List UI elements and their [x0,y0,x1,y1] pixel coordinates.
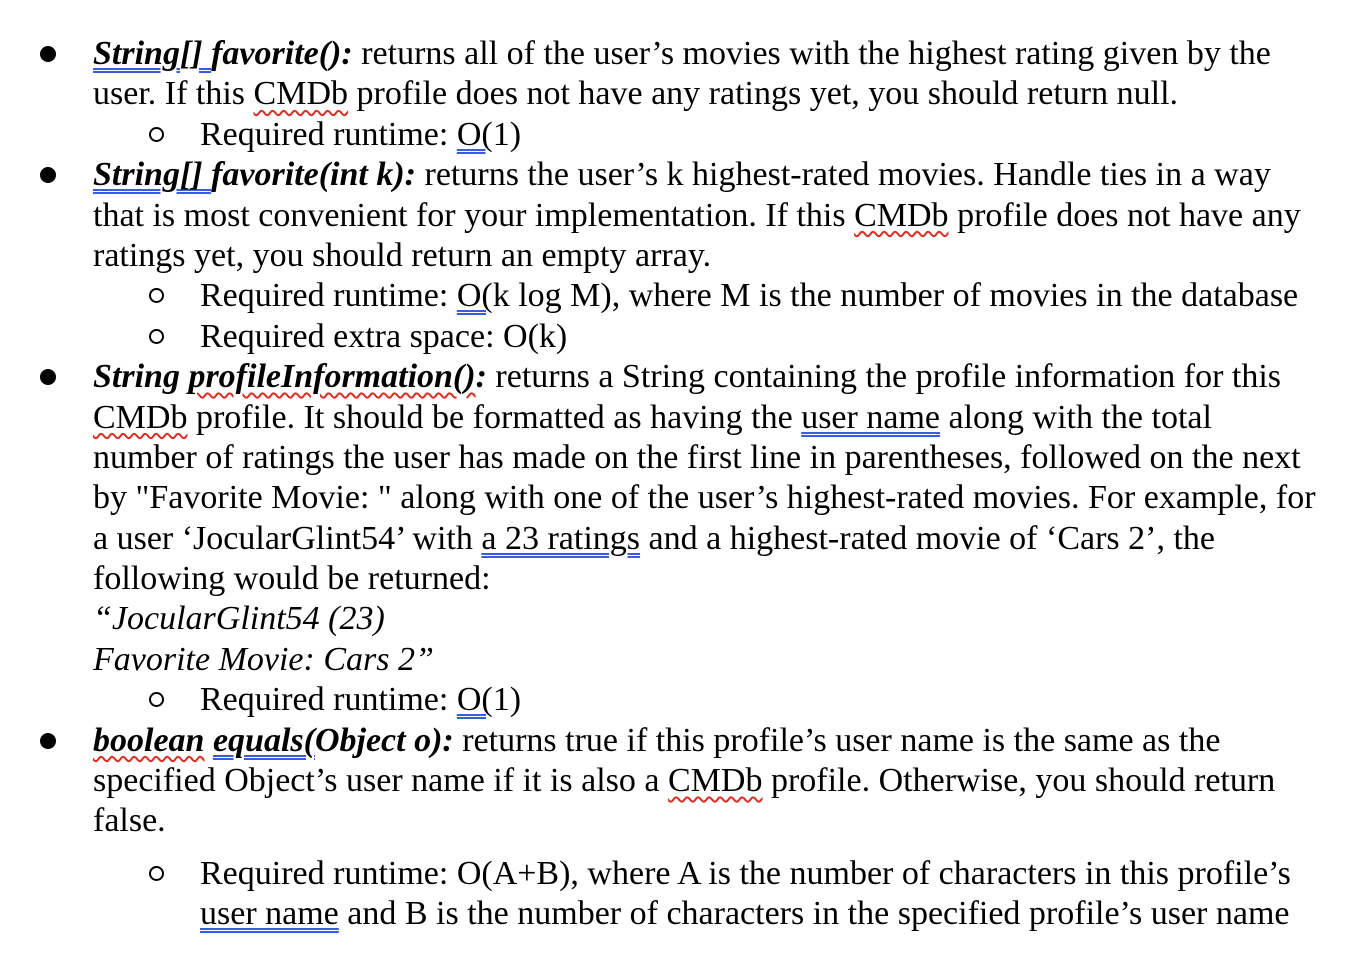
grammar-mark: user name [801,398,940,436]
text-line: by "Favorite Movie: " along with one of the user’s highest-rated movies. For example, for [93,479,1316,517]
bullet-dot-icon [40,733,56,749]
sub-item-space: Required extra space: O(k) [0,317,1372,357]
sub-item-runtime: Required runtime: O(k log M), where M is the number of movies in the database [0,276,1372,316]
bullet-item-equals [0,721,1372,761]
spellcheck-word: CMDb [854,196,949,234]
bullet-dot-icon [40,369,56,385]
text-line: CMDb profile. It should be formatted as having the user name along with the total [93,398,1212,436]
example-output-line: “JocularGlint54 (23) [93,600,385,638]
bullet-item-favorite [0,34,1372,74]
method-description: returns the user’s k highest-rated movies. Handle ties in a way [416,156,1271,194]
bullet-dot-icon [40,46,56,62]
example-output-line: Favorite Movie: Cars 2” [93,640,434,678]
sub-bullet-circle-icon [149,127,164,142]
sub-bullet-circle-icon [149,288,164,303]
sub-bullet-circle-icon [149,866,164,881]
method-signature: String[] favorite(): [93,35,353,72]
spellcheck-word: CMDb [668,762,763,800]
method-signature: String[] favorite(int k): [93,156,417,194]
sub-item-runtime: Required runtime: O(A+B), where A is the number of characters in this profile’s [0,854,1372,894]
sub-bullet-circle-icon [149,329,164,344]
bullet-dot-icon [40,167,56,183]
text-line: ratings yet, you should return an empty array. [93,236,712,274]
text-line: specified Object’s user name if it is also a CMDb profile. Otherwise, you should return [93,762,1276,800]
method-signature: boolean equals(Object o): [93,721,454,759]
spellcheck-word: CMDb [93,398,188,436]
method-signature: String profileInformation(): [93,358,487,396]
text-line: following would be returned: [93,560,491,598]
sub-bullet-circle-icon [149,692,164,707]
grammar-mark: user name [200,895,339,933]
paragraph-gap [0,842,1372,854]
method-description: returns all of the user’s movies with the highest rating given by the [352,35,1271,72]
text-line: user. If this CMDb profile does not have any ratings yet, you should return null. [93,75,1179,113]
method-description: returns true if this profile’s user name is the same as the [453,721,1221,759]
method-description: returns a String containing the profile information for this [486,358,1282,396]
bullet-item-favorite-k [0,155,1372,195]
text-line: that is most convenient for your implementation. If this CMDb profile does not have any [93,196,1301,234]
spellcheck-word: CMDb [253,75,349,113]
grammar-mark: a 23 ratings [481,519,641,557]
bullet-item-profile-information [0,357,1372,397]
text-line: number of ratings the user has made on the first line in parentheses, followed on the next [93,438,1301,476]
text-line: user name and B is the number of characters in the specified profile’s user name [200,895,1290,933]
text-line: false. [93,802,166,840]
document-page [0,34,1372,935]
sub-item-runtime: Required runtime: O(1) [0,115,1372,155]
sub-item-runtime: Required runtime: O(1) [0,680,1372,720]
text-line: a user ‘JocularGlint54’ with a 23 ratings and a highest-rated movie of ‘Cars 2’, the [93,519,1216,557]
